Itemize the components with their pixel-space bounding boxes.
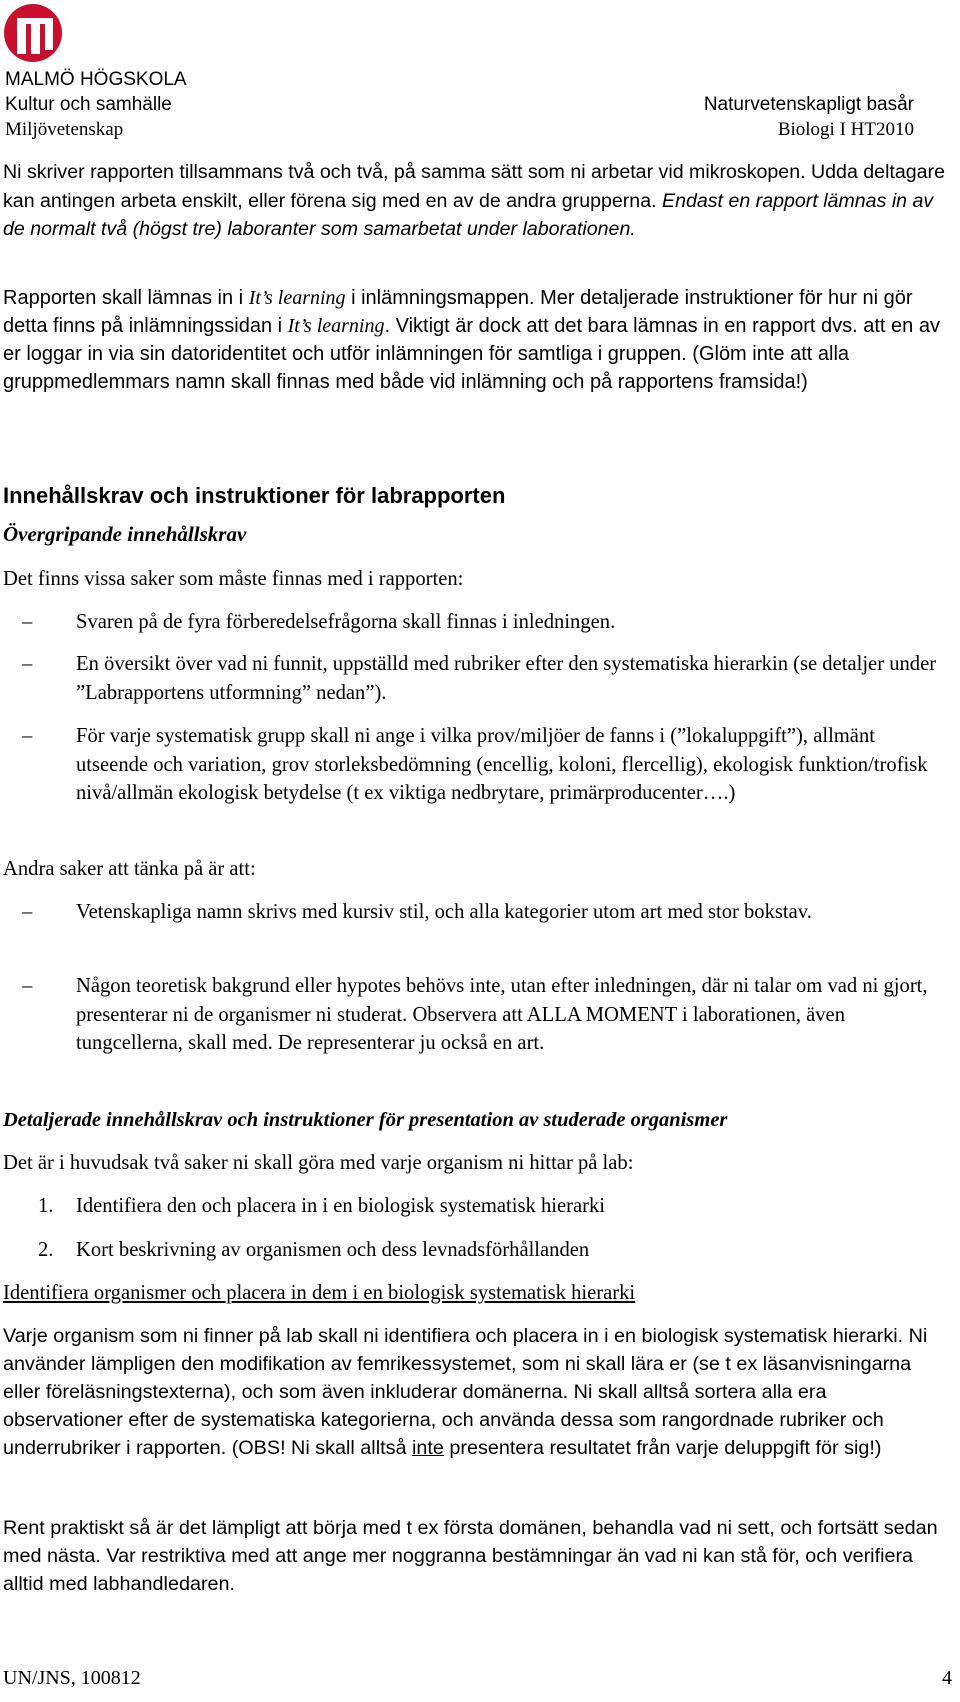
term-name: Biologi I HT2010 [777,119,914,140]
body-paragraph-1 [3,1322,951,1462]
item-text: Kort beskrivning av organismen och dess levnadsförhållanden [76,1239,590,1261]
bullet-text: För varje systematisk grupp skall ni ange i vilka prov/miljöer de fanns i (”lokaluppgift”), allmänt utseende och variation, grov storleksbedömning (encellig, koloni, flercellig), ekologisk funktion/trofisk nivå/allmän ekologisk betydelse (t ex viktiga nedbrytare, primärproducenter….) [76,725,928,804]
section-heading: Innehållskrav och instruktioner för labrapporten [3,483,506,508]
intro-p1-italic: Endast en rapport lämnas in av de normalt två (högst tre) laboranter som samarbetat under laborationen. [3,189,934,240]
numbered-item [38,1236,938,1264]
intro-p2-e: . Viktigt är dock att det bara lämnas in en rapport dvs. att en av er loggar in via sin datoridentitet och utför inlämningen för samtliga i gruppen. (Glöm inte att alla gruppmedlemmars namn skall finnas med både vid inlämning och på rapportens framsida!) [3,315,940,393]
bullet-item [22,898,952,927]
item-number: 2. [38,1239,54,1261]
bullet-text: En översikt över vad ni funnit, uppställd med rubriker efter den systematiska hierarkin (se detaljer under ”Labrapportens utformning” nedan”). [76,653,937,704]
dash-marker: – [22,901,33,923]
org-name: MALMÖ HÖGSKOLA [5,69,187,90]
bullet-item [22,722,952,808]
underlined-subheading: Identifiera organismer och placera in dem i en biologisk systematisk hierarki [3,1282,636,1304]
dash-marker: – [22,611,33,633]
intro-p2-d: It’s learning [287,315,385,337]
item-number: 1. [38,1195,54,1217]
section-lead-2: Andra saker att tänka på är att: [3,858,256,880]
course-name: Naturvetenskapligt basår [703,94,914,115]
intro-paragraph-2 [3,284,951,396]
body-p1-a: Varje organism som ni finner på lab skall ni identifiera och placera in i en biologisk systematisk hierarki. Ni använder lämpligen den modifikation av femrikessystemet, som ni skall lära er (se t ex läsanvisningarna eller föreläsningstexterna), och som även inkluderar domänerna. Ni skall alltså sortera alla era observationer efter de systematiska kategorierna, och använda dessa som rangordnade rubriker och underrubriker i rapporten. (OBS! Ni skall alltså [3,1325,928,1459]
university-logo [4,4,62,62]
intro-p2-b: It’s learning [248,287,346,309]
intro-p2-c: i inlämningsmappen. Mer detaljerade instruktioner för hur ni gör detta finns på inlämningssidan i [3,287,913,337]
page-number: 4 [942,1667,952,1689]
section-subheading: Övergripande innehållskrav [3,522,247,546]
footer-author-date: UN/JNS, 100812 [3,1667,141,1689]
department-name: Kultur och samhälle [5,94,172,115]
intro-p1-text: Ni skriver rapporten tillsammans två och två, på samma sätt som ni arbetar vid mikroskopen. Udda deltagare kan antingen arbeta enskilt, eller förena sig med en av de andra grupperna. [3,161,945,212]
dash-marker: – [22,975,33,997]
numbered-item [38,1192,938,1220]
bullet-item [22,608,952,637]
body-paragraph-2: Rent praktiskt så är det lämpligt att börja med t ex första domänen, behandla vad ni sett, och fortsätt sedan med nästa. Var restriktiva med att ange mer noggranna bestämningar än vad ni kan stå för, och verifiera alltid med labhandledaren. [3,1517,938,1595]
subject-name: Miljövetenskap [5,119,124,140]
item-text: Identifiera den och placera in i en biologisk systematisk hierarki [76,1195,605,1217]
bullet-text: Vetenskapliga namn skrivs med kursiv stil, och alla kategorier utom art med stor bokstav. [76,901,812,923]
section-2-lead: Det är i huvudsak två saker ni skall göra med varje organism ni hittar på lab: [3,1152,634,1174]
section-2-heading: Detaljerade innehållskrav och instruktioner för presentation av studerade organismer [3,1109,728,1131]
intro-paragraph-1 [3,158,951,244]
intro-p2-a: Rapporten skall lämnas in i [3,287,249,309]
dash-marker: – [22,653,33,675]
bullet-item [22,972,952,1058]
dash-marker: – [22,725,33,747]
body-p1-c: presentera resultatet från varje deluppgift för sig!) [443,1437,882,1459]
bullet-text: Någon teoretisk bakgrund eller hypotes behövs inte, utan efter inledningen, där ni talar om vad ni gjort, presenterar ni de organismer ni studerat. Observera att ALLA MOMENT i laborationen, även tungcellerna, skall med. De representerar ju också en art. [76,975,928,1054]
body-p1-emphasis: inte [411,1437,444,1459]
bullet-text: Svaren på de fyra förberedelsefrågorna skall finnas i inledningen. [76,611,616,633]
bullet-item [22,650,952,707]
section-lead: Det finns vissa saker som måste finnas med i rapporten: [3,568,464,590]
